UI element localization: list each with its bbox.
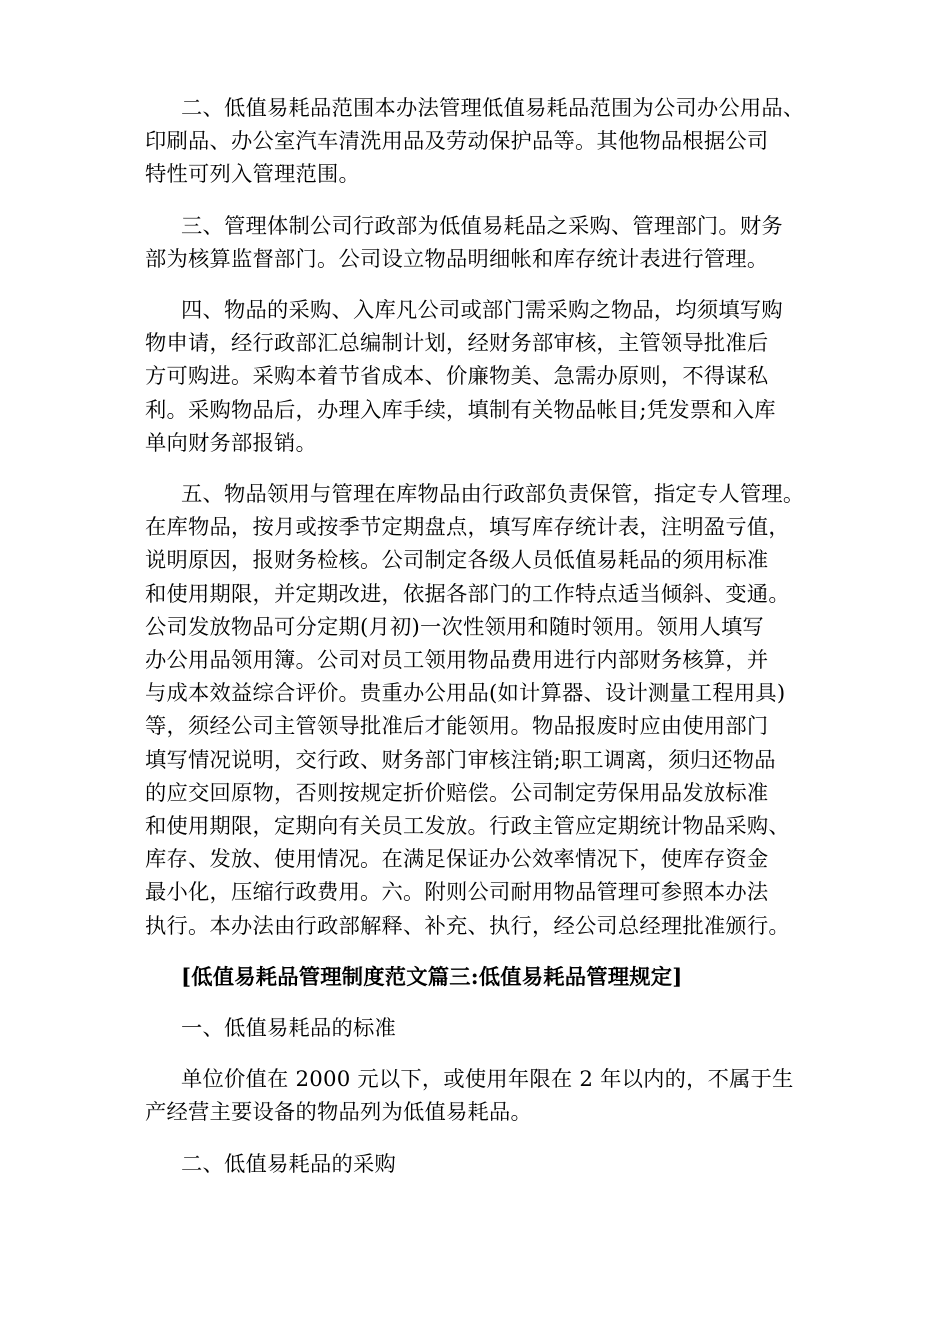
text-line: 的应交回原物，否则按规定折价赔偿。公司制定劳保用品发放标准 [145, 780, 769, 806]
paragraph-purchase [145, 294, 815, 460]
text-line: 和使用期限，并定期改进，依据各部门的工作特点适当倾斜、变通。 [145, 581, 790, 607]
text-line: 等，须经公司主管领导批准后才能领用。物品报废时应由使用部门 [145, 714, 769, 740]
text-line: 三、管理体制公司行政部为低值易耗品之采购、管理部门。财务 [181, 213, 783, 239]
subheading-standard-text: 一、低值易耗品的标准 [181, 1016, 396, 1042]
text-line: 与成本效益综合评价。贵重办公用品(如计算器、设计测量工程用具) [145, 681, 786, 707]
text-line: 二、低值易耗品范围本办法管理低值易耗品范围为公司办公用品、 [181, 96, 805, 121]
text-line: 执行。本办法由行政部解释、补充、执行，经公司总经理批准颁行。 [145, 913, 790, 939]
section-heading [145, 961, 815, 994]
subheading-standard [145, 1012, 815, 1045]
text-line: 填写情况说明，交行政、财务部门审核注销;职工调离，须归还物品 [145, 747, 776, 773]
paragraph-scope [145, 92, 815, 192]
text-line: 办公用品领用簿。公司对员工领用物品费用进行内部财务核算，并 [145, 648, 769, 674]
subheading-purchase [145, 1148, 815, 1181]
text-line: 在库物品，按月或按季节定期盘点，填写库存统计表，注明盈亏值， [145, 515, 790, 541]
text-line: 四、物品的采购、入库凡公司或部门需采购之物品，均须填写购 [181, 298, 783, 324]
section-heading-text: [低值易耗品管理制度范文篇三:低值易耗品管理规定] [181, 964, 683, 990]
paragraph-standard [145, 1063, 815, 1129]
text-line: 利。采购物品后，办理入库手续，填制有关物品帐目;凭发票和入库 [145, 397, 776, 423]
subheading-purchase-text: 二、低值易耗品的采购 [181, 1151, 396, 1177]
text-line: 和使用期限，定期向有关员工发放。行政主管应定期统计物品采购、 [145, 814, 790, 840]
text-line: 产经营主要设备的物品列为低值易耗品。 [145, 1100, 532, 1126]
text-line: 物申请，经行政部汇总编制计划，经财务部审核，主管领导批准后 [145, 331, 769, 357]
text-line: 最小化，压缩行政费用。六。附则公司耐用物品管理可参照本办法 [145, 880, 769, 906]
text-line: 单向财务部报销。 [145, 430, 317, 456]
paragraph-system [145, 210, 815, 276]
text-line: 五、物品领用与管理在库物品由行政部负责保管，指定专人管理。 [181, 482, 805, 508]
text-line: 说明原因，报财务检核。公司制定各级人员低值易耗品的须用标准 [145, 548, 769, 574]
text-line: 方可购进。采购本着节省成本、价廉物美、急需办原则，不得谋私 [145, 364, 769, 390]
text-line: 库存、发放、使用情况。在满足保证办公效率情况下，使库存资金 [145, 847, 769, 873]
text-line: 印刷品、办公室汽车清洗用品及劳动保护品等。其他物品根据公司 [145, 129, 769, 155]
document-body [145, 92, 815, 1181]
text-line: 单位价值在 2000 元以下，或使用年限在 2 年以内的，不属于生 [181, 1067, 794, 1093]
paragraph-usage [145, 478, 815, 943]
text-line: 特性可列入管理范围。 [145, 162, 360, 188]
text-line: 部为核算监督部门。公司设立物品明细帐和库存统计表进行管理。 [145, 246, 769, 272]
text-line: 公司发放物品可分定期(月初)一次性领用和随时领用。领用人填写 [145, 614, 764, 640]
